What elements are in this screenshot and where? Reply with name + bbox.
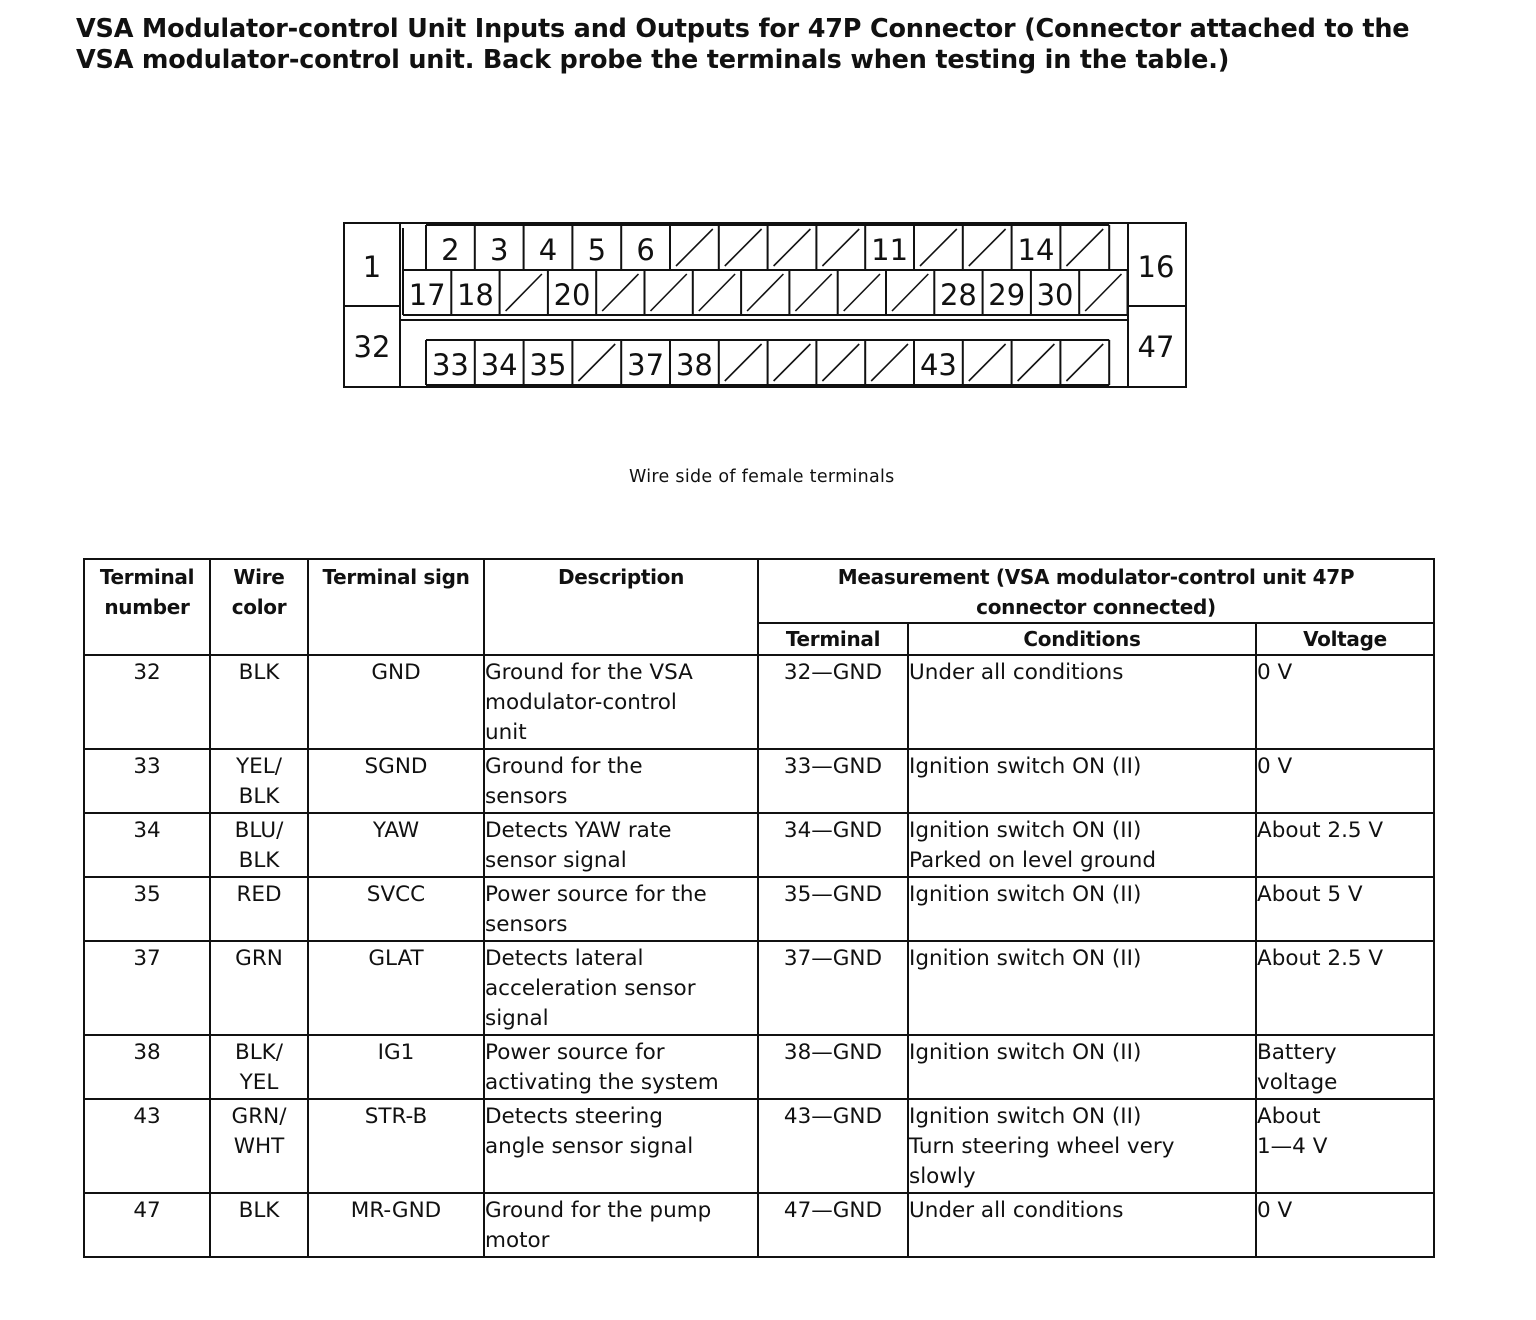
terminal-unused <box>645 270 687 315</box>
header-description: Description <box>484 559 758 655</box>
terminal-unused <box>693 270 735 315</box>
table-row <box>84 1099 1434 1193</box>
cell-conditions-line: Ignition switch ON (II) <box>909 946 1142 971</box>
cell-conditions <box>908 941 1256 1035</box>
terminal-label: 14 <box>1017 233 1055 267</box>
cell-description <box>484 1099 758 1193</box>
cell-voltage-line: Battery <box>1257 1040 1337 1065</box>
cell-wire-color <box>210 813 308 877</box>
cell-description <box>484 813 758 877</box>
cell-terminal-sign-line: MR-GND <box>350 1198 442 1223</box>
cell-wire-color-line: YEL <box>239 1070 279 1095</box>
cell-terminal-number-line: 43 <box>133 1104 161 1129</box>
cell-wire-color-line: GRN/ <box>231 1104 287 1129</box>
cell-terminal-number-line: 35 <box>133 882 161 907</box>
title-line-2: VSA modulator-control unit. Back probe the terminals when testing in the table.) <box>76 45 1230 75</box>
table-row <box>84 655 1434 749</box>
cell-wire-color <box>210 655 308 749</box>
terminal-5 <box>572 225 606 270</box>
cell-description <box>484 941 758 1035</box>
cell-terminal-sign-line: YAW <box>372 818 420 843</box>
cell-measure-terminal <box>758 1099 908 1193</box>
cell-description-line: signal <box>485 1006 549 1031</box>
terminal-29 <box>983 270 1026 315</box>
cell-voltage <box>1256 877 1434 941</box>
cell-measure-terminal-line: 35—GND <box>783 882 883 907</box>
cell-description <box>484 877 758 941</box>
cell-terminal-sign <box>308 749 484 813</box>
header-sub-conditions: Conditions <box>908 623 1256 655</box>
cell-voltage-line: 0 V <box>1257 660 1293 685</box>
cell-terminal-number <box>84 877 210 941</box>
terminal-label: 2 <box>441 233 460 267</box>
diagram-caption: Wire side of female terminals <box>629 467 895 487</box>
cell-measure-terminal <box>758 877 908 941</box>
cell-conditions <box>908 1099 1256 1193</box>
cell-conditions-line: Ignition switch ON (II) <box>909 754 1142 779</box>
terminal-unused <box>816 225 859 270</box>
cell-measure-terminal-line: 38—GND <box>783 1040 883 1065</box>
cell-terminal-sign-line: GND <box>371 660 421 685</box>
table-row <box>84 1035 1434 1099</box>
cell-wire-color-line: RED <box>236 882 282 907</box>
cell-measure-terminal-line: 37—GND <box>783 946 883 971</box>
terminal-right-2: 47 <box>1137 330 1175 364</box>
header-sub-voltage: Voltage <box>1256 623 1434 655</box>
terminal-unused <box>914 225 957 270</box>
cell-conditions <box>908 749 1256 813</box>
terminal-3 <box>475 225 509 270</box>
terminal-28 <box>934 270 977 315</box>
terminal-unused <box>1079 270 1121 315</box>
terminal-6 <box>621 225 655 270</box>
cell-description <box>484 655 758 749</box>
terminal-label: 38 <box>675 348 713 382</box>
cell-wire-color-line: BLK <box>238 1198 280 1223</box>
terminal-20 <box>548 270 591 315</box>
cell-terminal-sign <box>308 813 484 877</box>
cell-description-line: Detects lateral <box>485 946 644 971</box>
cell-conditions <box>908 1035 1256 1099</box>
cell-wire-color-line: BLK/ <box>234 1040 284 1065</box>
terminal-unused <box>670 225 713 270</box>
cell-voltage <box>1256 941 1434 1035</box>
cell-voltage-line: 1—4 V <box>1257 1134 1328 1159</box>
cell-description-line: unit <box>485 720 527 745</box>
cell-voltage <box>1256 1035 1434 1099</box>
cell-wire-color <box>210 1193 308 1257</box>
cell-wire-color <box>210 749 308 813</box>
table-row <box>84 813 1434 877</box>
cell-measure-terminal-line: 32—GND <box>783 660 883 685</box>
cell-voltage <box>1256 655 1434 749</box>
cell-voltage <box>1256 813 1434 877</box>
cell-description <box>484 749 758 813</box>
cell-conditions-line: slowly <box>909 1164 976 1189</box>
terminal-label: 11 <box>871 233 909 267</box>
table-row <box>84 749 1434 813</box>
header-sub-terminal: Terminal <box>758 623 908 655</box>
cell-wire-color-line: GRN <box>235 946 283 971</box>
terminal-30 <box>1031 270 1074 315</box>
cell-voltage <box>1256 749 1434 813</box>
terminal-label: 35 <box>529 348 567 382</box>
cell-description-line: acceleration sensor <box>485 976 696 1001</box>
cell-description-line: modulator-control <box>485 690 677 715</box>
cell-terminal-sign-line: SGND <box>364 754 428 779</box>
table-row <box>84 877 1434 941</box>
cell-terminal-number-line: 32 <box>133 660 161 685</box>
cell-description-line: angle sensor signal <box>485 1134 694 1159</box>
cell-conditions-line: Ignition switch ON (II) <box>909 882 1142 907</box>
cell-terminal-number-line: 33 <box>133 754 161 779</box>
cell-conditions <box>908 813 1256 877</box>
cell-terminal-number <box>84 749 210 813</box>
cell-voltage-line: 0 V <box>1257 754 1293 779</box>
cell-measure-terminal <box>758 813 908 877</box>
terminal-label: 33 <box>431 348 469 382</box>
cell-terminal-sign <box>308 1099 484 1193</box>
terminal-unused <box>789 270 831 315</box>
terminal-unused <box>500 270 542 315</box>
terminal-4 <box>524 225 558 270</box>
cell-wire-color-line: YEL/ <box>236 754 282 779</box>
terminal-label: 37 <box>627 348 665 382</box>
terminal-2 <box>426 225 460 270</box>
cell-description-line: sensors <box>485 912 568 937</box>
cell-conditions <box>908 877 1256 941</box>
header-terminal-sign: Terminal sign <box>308 559 484 655</box>
terminal-left-2: 32 <box>353 330 391 364</box>
terminal-18 <box>451 270 494 315</box>
cell-description-line: Power source for the <box>485 882 707 907</box>
terminal-label: 18 <box>456 278 494 312</box>
cell-terminal-number-line: 37 <box>133 946 161 971</box>
terminal-14 <box>1012 225 1055 270</box>
cell-terminal-sign <box>308 655 484 749</box>
cell-voltage-line: voltage <box>1257 1070 1338 1095</box>
header-measurement: Measurement (VSA modulator-control unit 47P connector connected) <box>758 559 1434 623</box>
cell-wire-color-line: WHT <box>233 1134 285 1159</box>
cell-conditions-line: Under all conditions <box>909 1198 1124 1223</box>
terminal-unused <box>963 225 1006 270</box>
header-wire-color: Wire color <box>210 559 308 655</box>
terminal-label: 29 <box>988 278 1026 312</box>
cell-terminal-sign <box>308 877 484 941</box>
terminal-unused <box>1060 225 1103 270</box>
cell-description-line: activating the system <box>485 1070 719 1095</box>
terminal-label: 20 <box>553 278 591 312</box>
io-table <box>83 558 1435 1258</box>
cell-terminal-sign <box>308 1035 484 1099</box>
terminal-label: 30 <box>1036 278 1074 312</box>
cell-conditions-line: Under all conditions <box>909 660 1124 685</box>
cell-measure-terminal-line: 33—GND <box>783 754 883 779</box>
cell-description-line: Detects steering <box>485 1104 663 1129</box>
cell-wire-color <box>210 1035 308 1099</box>
terminal-unused <box>886 270 928 315</box>
cell-terminal-number-line: 34 <box>133 818 161 843</box>
cell-wire-color-line: BLK <box>238 784 280 809</box>
terminal-label: 17 <box>408 278 446 312</box>
cell-voltage-line: About 2.5 V <box>1257 818 1384 843</box>
cell-description-line: motor <box>485 1228 550 1253</box>
cell-description <box>484 1193 758 1257</box>
cell-measure-terminal-line: 43—GND <box>783 1104 883 1129</box>
cell-voltage-line: 0 V <box>1257 1198 1293 1223</box>
cell-terminal-sign <box>308 941 484 1035</box>
cell-measure-terminal <box>758 1193 908 1257</box>
cell-terminal-number-line: 47 <box>133 1198 161 1223</box>
cell-wire-color-line: BLU/ <box>234 818 284 843</box>
terminal-label: 43 <box>919 348 957 382</box>
cell-terminal-number <box>84 813 210 877</box>
terminal-label: 6 <box>636 233 655 267</box>
cell-terminal-number <box>84 655 210 749</box>
cell-terminal-number <box>84 1035 210 1099</box>
cell-description-line: Power source for <box>485 1040 665 1065</box>
cell-description-line: sensors <box>485 784 568 809</box>
cell-terminal-sign-line: IG1 <box>377 1040 415 1065</box>
cell-measure-terminal <box>758 941 908 1035</box>
cell-terminal-number <box>84 941 210 1035</box>
terminal-unused <box>838 270 880 315</box>
page-title <box>76 14 1516 76</box>
cell-description-line: Ground for the <box>485 754 643 779</box>
terminal-label: 5 <box>587 233 607 267</box>
terminal-unused <box>768 225 811 270</box>
cell-voltage <box>1256 1193 1434 1257</box>
cell-description-line: Detects YAW rate <box>485 818 672 843</box>
cell-terminal-sign <box>308 1193 484 1257</box>
cell-terminal-sign-line: SVCC <box>366 882 426 907</box>
title-line-1: VSA Modulator-control Unit Inputs and Outputs for 47P Connector (Connector attached to the <box>76 14 1410 44</box>
terminal-label: 3 <box>489 233 509 267</box>
terminal-left-1: 1 <box>362 250 382 284</box>
cell-wire-color <box>210 1099 308 1193</box>
cell-wire-color-line: BLK <box>238 848 280 873</box>
terminal-unused <box>596 270 638 315</box>
cell-voltage-line: About 2.5 V <box>1257 946 1384 971</box>
cell-measure-terminal-line: 47—GND <box>783 1198 883 1223</box>
cell-conditions-line: Ignition switch ON (II) <box>909 1104 1142 1129</box>
cell-conditions-line: Parked on level ground <box>909 848 1157 873</box>
cell-description-line: Ground for the pump <box>485 1198 712 1223</box>
header-terminal-number: Terminal number <box>84 559 210 655</box>
cell-voltage <box>1256 1099 1434 1193</box>
cell-wire-color-line: BLK <box>238 660 280 685</box>
cell-terminal-number <box>84 1193 210 1257</box>
cell-measure-terminal <box>758 749 908 813</box>
cell-conditions-line: Ignition switch ON (II) <box>909 1040 1142 1065</box>
terminal-label: 28 <box>939 278 977 312</box>
cell-conditions <box>908 1193 1256 1257</box>
connector-diagram <box>343 222 1189 390</box>
cell-wire-color <box>210 877 308 941</box>
cell-measure-terminal <box>758 655 908 749</box>
cell-wire-color <box>210 941 308 1035</box>
cell-conditions <box>908 655 1256 749</box>
table-row <box>84 941 1434 1035</box>
cell-terminal-number <box>84 1099 210 1193</box>
cell-description <box>484 1035 758 1099</box>
cell-voltage-line: About <box>1257 1104 1321 1129</box>
terminal-11 <box>865 225 908 270</box>
cell-voltage-line: About 5 V <box>1257 882 1363 907</box>
terminal-right-1: 16 <box>1137 250 1175 284</box>
terminal-unused <box>719 225 762 270</box>
cell-conditions-line: Ignition switch ON (II) <box>909 818 1142 843</box>
cell-measure-terminal-line: 34—GND <box>783 818 883 843</box>
terminal-label: 34 <box>480 348 518 382</box>
table-body <box>84 655 1434 1257</box>
cell-measure-terminal <box>758 1035 908 1099</box>
cell-description-line: sensor signal <box>485 848 627 873</box>
terminal-17 <box>403 270 446 315</box>
terminal-unused <box>741 270 783 315</box>
cell-terminal-sign-line: GLAT <box>368 946 424 971</box>
cell-conditions-line: Turn steering wheel very <box>909 1134 1175 1159</box>
cell-terminal-sign-line: STR-B <box>364 1104 428 1129</box>
cell-terminal-number-line: 38 <box>133 1040 161 1065</box>
cell-description-line: Ground for the VSA <box>485 660 693 685</box>
terminal-label: 4 <box>538 233 558 267</box>
table-row <box>84 1193 1434 1257</box>
